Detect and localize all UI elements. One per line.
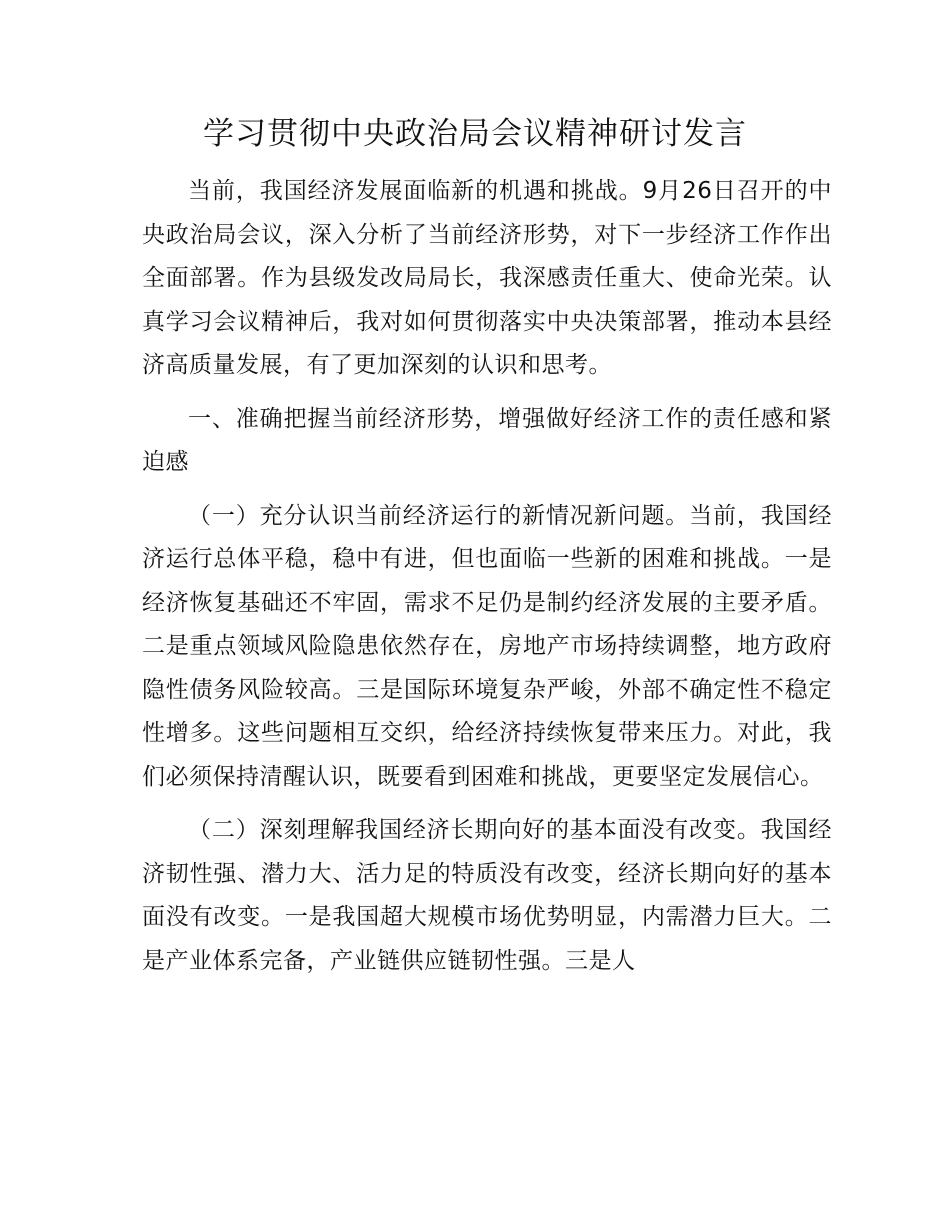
document-title: 学习贯彻中央政治局会议精神研讨发言	[203, 116, 747, 152]
paragraph-intro: 当前，我国经济发展面临新的机遇和挑战。9月26日召开的中央政治局会议，深入分析了当前经济形势，对下一步经济工作作出全面部署。作为县级发改局局长，我深感责任重大、使命光荣。认真学习会议精神后，我对如何贯彻落实中央决策部署，推动本县经济高质量发展，有了更加深刻的认识和思考。	[142, 178, 832, 378]
paragraph-subsection-2: （二）深刻理解我国经济长期向好的基本面没有改变。我国经济韧性强、潜力大、活力足的特质没有改变，经济长期向好的基本面没有改变。一是我国超大规模市场优势明显，内需潜力巨大。二是产业体系完备，产业链供应链韧性强。三是人	[142, 817, 832, 974]
section-heading-1: 一、准确把握当前经济形势，增强做好经济工作的责任感和紧迫感	[142, 405, 832, 475]
paragraph-subsection-1: （一）充分认识当前经济运行的新情况新问题。当前，我国经济运行总体平稳，稳中有进，但也面临一些新的困难和挑战。一是经济恢复基础还不牢固，需求不足仍是制约经济发展的主要矛盾。二是重点领域风险隐患依然存在，房地产市场持续调整，地方政府隐性债务风险较高。三是国际环境复杂严峻，外部不确定性不稳定性增多。这些问题相互交织，给经济持续恢复带来压力。对此，我们必须保持清醒认识，既要看到困难和挑战，更要坚定发展信心。	[142, 502, 832, 790]
document-body	[142, 170, 832, 983]
